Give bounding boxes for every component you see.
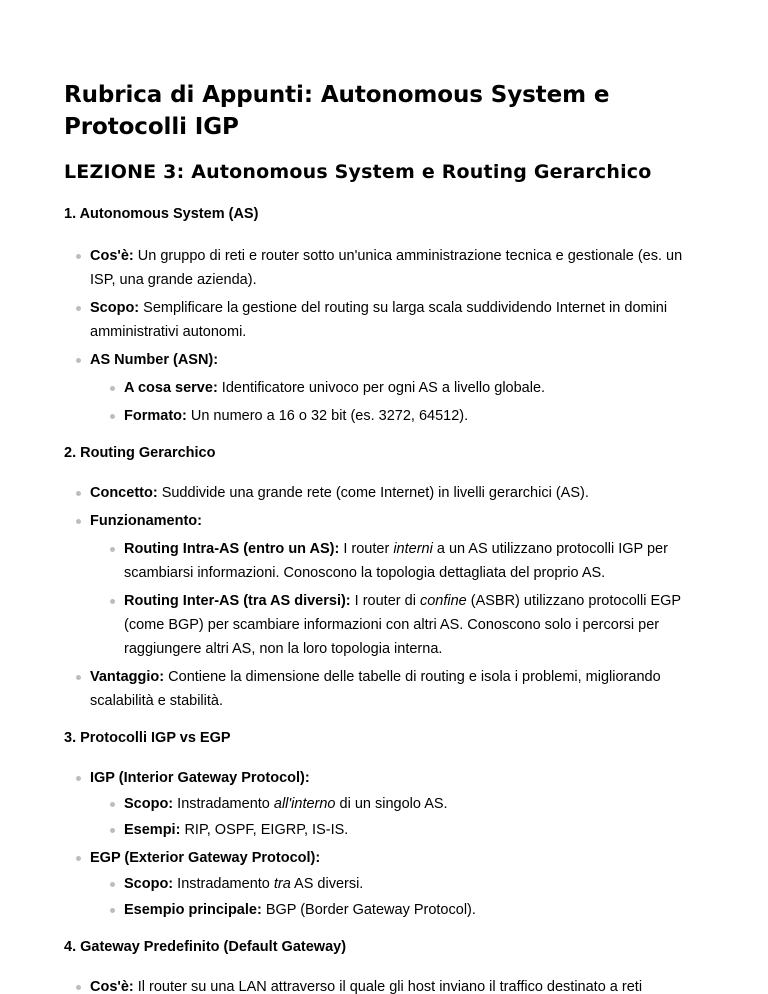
bullet-icon xyxy=(110,882,115,887)
sub-list-item: Routing Inter-AS (tra AS diversi): I router di confine (ASBR) utilizzano protocolli EGP (come BGP) per scambiare informazioni con altri AS. Conoscono solo i percorsi per raggiungere altri AS, non la loro topologia interna. xyxy=(64,589,704,661)
bullet-list xyxy=(64,481,704,713)
section-heading: 1. Autonomous System (AS) xyxy=(64,206,259,222)
list-item: Concetto: Suddivide una grande rete (come Internet) in livelli gerarchici (AS). xyxy=(64,481,704,505)
sub-list-item: Scopo: Instradamento all'interno di un singolo AS. xyxy=(64,792,704,816)
section-heading: 4. Gateway Predefinito (Default Gateway) xyxy=(64,939,347,955)
bullet-icon xyxy=(76,254,81,259)
bullet-icon xyxy=(110,908,115,913)
list-item: IGP (Interior Gateway Protocol): Scopo: Instradamento all'interno di un singolo AS. Esempi: RIP, OSPF, EIGRP, IS-IS. xyxy=(64,766,704,842)
list-item: Cos'è: Un gruppo di reti e router sotto un'unica amministrazione tecnica e gestionale (es. un ISP, una grande azienda). xyxy=(64,244,704,292)
list-item: EGP (Exterior Gateway Protocol): Scopo: Instradamento tra AS diversi. Esempio principale: BGP (Border Gateway Protocol). xyxy=(64,846,704,922)
sub-list xyxy=(64,376,704,428)
section-autonomous-system xyxy=(64,204,704,428)
sub-list-item: Esempi: RIP, OSPF, EIGRP, IS-IS. xyxy=(64,818,704,842)
lesson-heading: LEZIONE 3: Autonomous System e Routing Gerarchico xyxy=(64,161,652,183)
list-item: Vantaggio: Contiene la dimensione delle tabelle di routing e isola i problemi, migliorando scalabilità e stabilità. xyxy=(64,665,704,713)
bullet-icon xyxy=(110,599,115,604)
sub-list-item: Routing Intra-AS (entro un AS): I router interni a un AS utilizzano protocolli IGP per scambiarsi informazioni. Conoscono la topologia dettagliata del proprio AS. xyxy=(64,537,704,585)
section-igp-vs-egp xyxy=(64,728,704,922)
document-title: Rubrica di Appunti: Autonomous System e Protocolli IGP xyxy=(64,82,610,140)
section-routing-gerarchico xyxy=(64,443,704,713)
section-default-gateway xyxy=(64,937,704,994)
bullet-icon xyxy=(110,414,115,419)
sub-list-item: Esempio principale: BGP (Border Gateway Protocol). xyxy=(64,898,704,922)
bullet-icon xyxy=(110,386,115,391)
list-item: Cos'è: Il router su una LAN attraverso il quale gli host inviano il traffico destinato a reti xyxy=(64,975,704,994)
sub-list-item: A cosa serve: Identificatore univoco per ogni AS a livello globale. xyxy=(64,376,704,400)
sub-list-item: Formato: Un numero a 16 o 32 bit (es. 3272, 64512). xyxy=(64,404,704,428)
list-item: Scopo: Semplificare la gestione del routing su larga scala suddividendo Internet in domini amministrativi autonomi. xyxy=(64,296,704,344)
section-heading: 2. Routing Gerarchico xyxy=(64,445,216,461)
bullet-icon xyxy=(110,802,115,807)
sub-list xyxy=(64,792,704,842)
bullet-icon xyxy=(76,856,81,861)
bullet-list xyxy=(64,975,704,994)
list-item: Funzionamento: Routing Intra-AS (entro un AS): I router interni a un AS utilizzano protocolli IGP per scambiarsi informazioni. Conoscono la topologia dettagliata del proprio AS. Routing Inter-AS (tra AS diversi): I router di confine (ASBR) utilizzano protocolli EGP (come BGP) per scambiare informazioni con altri AS. Conoscono solo i percorsi per raggiungere altri AS, non la loro topologia interna. xyxy=(64,509,704,661)
bullet-list xyxy=(64,766,704,922)
list-item: AS Number (ASN): A cosa serve: Identificatore univoco per ogni AS a livello globale. Formato: Un numero a 16 o 32 bit (es. 3272, 64512). xyxy=(64,348,704,428)
bullet-icon xyxy=(76,675,81,680)
bullet-icon xyxy=(76,985,81,990)
section-heading: 3. Protocolli IGP vs EGP xyxy=(64,730,231,746)
bullet-icon xyxy=(76,306,81,311)
bullet-icon xyxy=(110,828,115,833)
bullet-icon xyxy=(76,358,81,363)
bullet-list xyxy=(64,244,704,428)
bullet-icon xyxy=(76,519,81,524)
bullet-icon xyxy=(76,776,81,781)
sub-list xyxy=(64,537,704,661)
sub-list-item: Scopo: Instradamento tra AS diversi. xyxy=(64,872,704,896)
bullet-icon xyxy=(76,491,81,496)
bullet-icon xyxy=(110,547,115,552)
sub-list xyxy=(64,872,704,922)
